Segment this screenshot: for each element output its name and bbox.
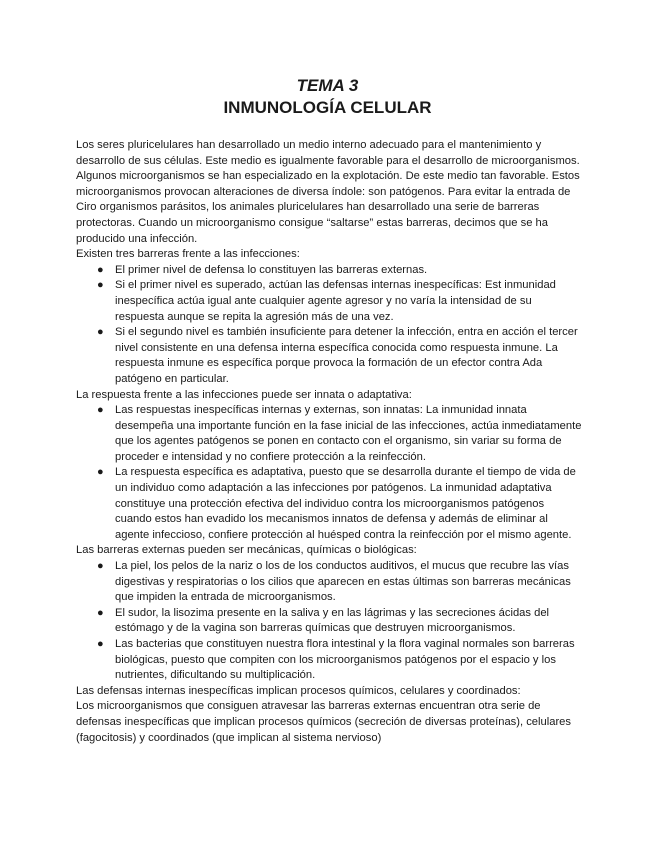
list-item-text: Si el segundo nivel es también insuficiente para detener la infección, entra en acción el tercer nivel consistente en una defensa interna específica conocida como respuesta inmune. La respuesta inmune es específica porque provoca la formación de un efector contra Ada patógeno en particular. (115, 326, 578, 385)
bullet-icon: ● (97, 404, 104, 417)
list-item-text: Si el primer nivel es superado, actúan las defensas internas inespecíficas: Est inmunidad inespecífica actúa igual ante cualquier agente agresor y no varía la intensidad de su respuesta aunque se repita la agresión más de una vez. (115, 279, 556, 323)
paragraph-barriers-intro: Existen tres barreras frente a las infecciones: (76, 248, 300, 261)
paragraph-internal-defenses-detail: Los microorganismos que consiguen atravesar las barreras externas encuentran otra serie de defensas inespecíficas que implican procesos químicos (secreción de diversas proteínas), celulares (fagocitosis) y coordinados (que implican al sistema nervioso) (76, 700, 571, 744)
list-item-text: El sudor, la lisozima presente en la saliva y en las lágrimas y las secreciones ácidas del estómago y de la vagina son barreras químicas que destruyen microorganismos. (115, 606, 550, 635)
list-item-text: La piel, los pelos de la nariz o los de los conductos auditivos, el mucus que recubre las vías digestivas y respiratorias o los cilios que aparecen en estas últimas son barreras mecánicas que impiden la entrada de microorganismos. (115, 560, 571, 604)
bullet-icon: ● (97, 279, 104, 292)
body-text (76, 138, 582, 746)
list-item-text: El primer nivel de defensa lo constituyen las barreras externas. (115, 263, 428, 276)
list-item (76, 403, 582, 465)
list-item-text: Las respuestas inespecíficas internas y externas, son innatas: La inmunidad innata desempeña una importante función en la fase inicial de las infecciones, actúa inmediatamente que los agentes patógenos se ponen en contacto con el organismo, sin variar su forma de proceder e intensidad y no confiere protección a la reinfección. (115, 404, 582, 463)
bullet-icon: ● (97, 638, 104, 650)
bullet-icon: ● (97, 606, 104, 619)
document-subtitle: TEMA 3 (296, 76, 359, 95)
paragraph-response-intro: La respuesta frente a las infecciones puede ser innata o adaptativa: (76, 388, 412, 401)
document-title: INMUNOLOGÍA CELULAR (223, 98, 432, 117)
response-list (76, 403, 582, 543)
list-item (76, 559, 582, 606)
list-item (76, 263, 582, 279)
bullet-icon: ● (97, 466, 104, 479)
list-item (76, 637, 582, 684)
list-item-text: Las bacterias que constituyen nuestra flora intestinal y la flora vaginal normales son barreras biológicas, puesto que compiten con los microorganismos patógenos por el espacio y los nutrientes, dificultando su multiplicación. (115, 638, 575, 682)
paragraph-intro: Los seres pluricelulares han desarrollado un medio interno adecuado para el mantenimiento y desarrollo de sus células. Este medio es igualmente favorable para el desarrollo de microorganismos. Algunos microorganismos se han especializado en la explotación. De este medio tan favorable. Estos microorganismos provocan alteraciones de diversa índole: son patógenos. Para evitar la entrada de Ciro organismos parásitos, los animales pluricelulares han desarrollado una serie de barreras protectoras. Cuando un microorganismo consigue “saltarse” estas barreras, decimos que se ha producido una infección. (76, 139, 580, 245)
list-item (76, 606, 582, 637)
paragraph-internal-defenses: Las defensas internas inespecíficas implican procesos químicos, celulares y coordinados: (76, 684, 521, 697)
bullet-icon: ● (97, 263, 104, 276)
barriers-list (76, 263, 582, 388)
paragraph-external-barriers-intro: Las barreras externas pueden ser mecánicas, químicas o biológicas: (76, 544, 417, 557)
bullet-icon: ● (97, 560, 104, 573)
list-item (76, 325, 582, 387)
title-block (0, 75, 655, 119)
list-item (76, 278, 582, 325)
external-barriers-list (76, 559, 582, 684)
list-item (76, 465, 582, 543)
list-item-text: La respuesta específica es adaptativa, puesto que se desarrolla durante el tiempo de vida de un individuo como adaptación a las infecciones por patógenos. La inmunidad adaptativa constituye una protección efectiva del individuo contra los microorganismos patógenos cuando estos han evadido los mecanismos innatos de defensa y además de eliminar al agente infeccioso, confiere protección al huésped contra la reinfección por el mismo agente. (115, 466, 576, 541)
bullet-icon: ● (97, 326, 104, 339)
